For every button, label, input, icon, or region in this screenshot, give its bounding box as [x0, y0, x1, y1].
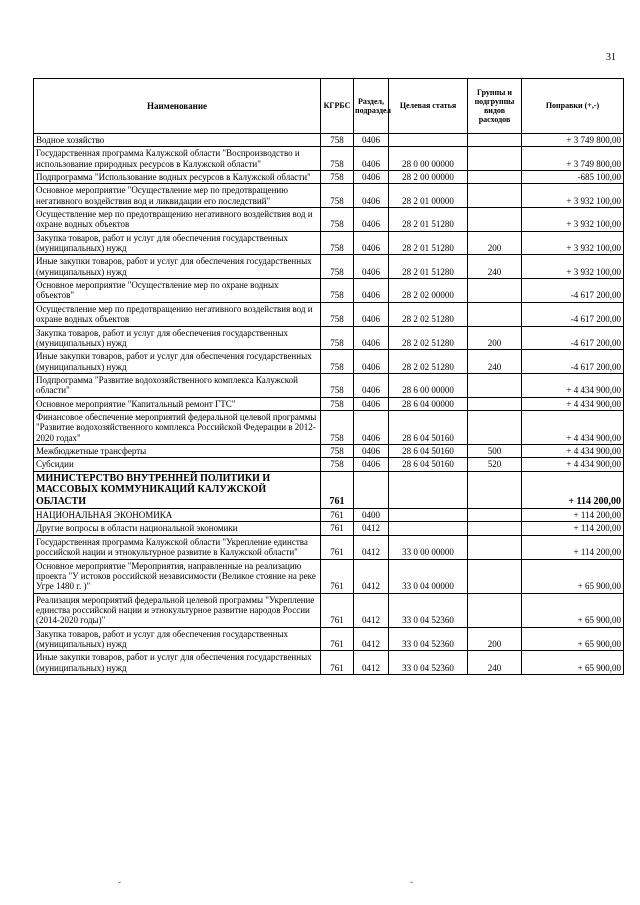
- table-row: [34, 397, 624, 410]
- table-header-row: [34, 79, 624, 134]
- row-sum: -4 617 200,00: [522, 350, 624, 374]
- row-razdel: 0406: [354, 458, 389, 471]
- table-row: [34, 458, 624, 471]
- header-vid: Группы и подгруппы видов расходов: [468, 79, 522, 134]
- scan-mark: ˇ: [118, 880, 121, 890]
- row-vid: [468, 559, 522, 593]
- row-kgrbs: 758: [321, 184, 354, 208]
- row-razdel: 0406: [354, 326, 389, 350]
- row-sum: + 4 434 900,00: [522, 444, 624, 457]
- row-tselevaya: 28 6 04 50160: [389, 410, 468, 444]
- row-name: Субсидии: [34, 458, 321, 471]
- row-tselevaya: 28 2 02 51280: [389, 326, 468, 350]
- row-razdel: 0406: [354, 208, 389, 232]
- row-name: НАЦИОНАЛЬНАЯ ЭКОНОМИКА: [34, 509, 321, 522]
- table-row: [34, 522, 624, 535]
- table-row: [34, 326, 624, 350]
- row-vid: [468, 302, 522, 326]
- row-kgrbs: 758: [321, 134, 354, 147]
- row-sum: + 3 932 100,00: [522, 255, 624, 279]
- row-tselevaya: 28 2 01 51280: [389, 255, 468, 279]
- row-kgrbs: 758: [321, 147, 354, 171]
- row-name: Закупка товаров, работ и услуг для обеспечения государственных (муниципальных) нужд: [34, 231, 321, 255]
- row-kgrbs: 758: [321, 302, 354, 326]
- row-name: Закупка товаров, работ и услуг для обеспечения государственных (муниципальных) нужд: [34, 627, 321, 651]
- row-razdel: 0406: [354, 373, 389, 397]
- row-sum: + 65 900,00: [522, 627, 624, 651]
- row-vid: 240: [468, 350, 522, 374]
- row-sum: + 4 434 900,00: [522, 410, 624, 444]
- row-tselevaya: [389, 509, 468, 522]
- row-kgrbs: 758: [321, 255, 354, 279]
- row-tselevaya: 33 0 04 52360: [389, 593, 468, 627]
- row-vid: 520: [468, 458, 522, 471]
- row-sum: -4 617 200,00: [522, 326, 624, 350]
- row-name: Водное хозяйство: [34, 134, 321, 147]
- table-row: [34, 509, 624, 522]
- row-sum: + 65 900,00: [522, 651, 624, 675]
- row-sum: + 3 749 800,00: [522, 147, 624, 171]
- table-row: [34, 593, 624, 627]
- table-row: [34, 627, 624, 651]
- table-row: [34, 444, 624, 457]
- row-vid: 200: [468, 231, 522, 255]
- row-kgrbs: 758: [321, 171, 354, 184]
- row-sum: + 114 200,00: [522, 522, 624, 535]
- row-kgrbs: 761: [321, 535, 354, 559]
- table-row: [34, 255, 624, 279]
- row-tselevaya: 28 6 00 00000: [389, 373, 468, 397]
- row-name: Подпрограмма "Развитие водохозяйственного комплекса Калужской области": [34, 373, 321, 397]
- row-tselevaya: 28 2 02 51280: [389, 302, 468, 326]
- row-razdel: 0406: [354, 134, 389, 147]
- row-name: Государственная программа Калужской области "Укрепление единства российской нации и этнокультурное развитие в Калужской области": [34, 535, 321, 559]
- table-row: [34, 171, 624, 184]
- row-sum: + 3 932 100,00: [522, 184, 624, 208]
- row-vid: [468, 279, 522, 303]
- table-row: [34, 134, 624, 147]
- table-row: [34, 350, 624, 374]
- row-kgrbs: 761: [321, 471, 354, 509]
- row-razdel: 0412: [354, 522, 389, 535]
- row-kgrbs: 761: [321, 651, 354, 675]
- row-tselevaya: 28 6 04 50160: [389, 458, 468, 471]
- row-sum: + 4 434 900,00: [522, 458, 624, 471]
- row-name: Закупка товаров, работ и услуг для обеспечения государственных (муниципальных) нужд: [34, 326, 321, 350]
- row-tselevaya: [389, 471, 468, 509]
- page-number: 31: [606, 52, 616, 63]
- row-tselevaya: [389, 134, 468, 147]
- row-vid: [468, 410, 522, 444]
- row-razdel: 0406: [354, 147, 389, 171]
- row-name: Осуществление мер по предотвращению негативного воздействия вод и охране водных объектов: [34, 302, 321, 326]
- row-sum: + 4 434 900,00: [522, 373, 624, 397]
- row-vid: 200: [468, 326, 522, 350]
- row-vid: [468, 593, 522, 627]
- row-vid: [468, 171, 522, 184]
- row-kgrbs: 758: [321, 326, 354, 350]
- header-razdel: Раздел, подраздел: [354, 79, 389, 134]
- row-vid: 240: [468, 255, 522, 279]
- row-name: Иные закупки товаров, работ и услуг для обеспечения государственных (муниципальных) нужд: [34, 651, 321, 675]
- table-row: [34, 410, 624, 444]
- table-row: [34, 231, 624, 255]
- row-name: Государственная программа Калужской области "Воспроизводство и использование природных ресурсов в Калужской области": [34, 147, 321, 171]
- row-tselevaya: 28 2 01 51280: [389, 231, 468, 255]
- row-vid: [468, 397, 522, 410]
- row-name: МИНИСТЕРСТВО ВНУТРЕННЕЙ ПОЛИТИКИ И МАССОВЫХ КОММУНИКАЦИЙ КАЛУЖСКОЙ ОБЛАСТИ: [34, 471, 321, 509]
- row-vid: [468, 373, 522, 397]
- row-razdel: 0406: [354, 171, 389, 184]
- row-kgrbs: 758: [321, 444, 354, 457]
- table-row: [34, 535, 624, 559]
- row-name: Основное мероприятие "Капитальный ремонт ГТС": [34, 397, 321, 410]
- row-vid: [468, 535, 522, 559]
- row-name: Осуществление мер по предотвращению негативного воздействия вод и охране водных объектов: [34, 208, 321, 232]
- row-sum: + 3 932 100,00: [522, 208, 624, 232]
- row-tselevaya: 28 6 04 50160: [389, 444, 468, 457]
- row-kgrbs: 758: [321, 208, 354, 232]
- row-razdel: 0406: [354, 397, 389, 410]
- row-name: Основное мероприятие "Осуществление мер по предотвращению негативного воздействия вод и ликвидации его последствий": [34, 184, 321, 208]
- table-row: [34, 559, 624, 593]
- header-tselevaya: Целевая статья: [389, 79, 468, 134]
- header-name: Наименование: [34, 79, 321, 134]
- row-sum: + 114 200,00: [522, 535, 624, 559]
- row-vid: [468, 147, 522, 171]
- row-vid: [468, 471, 522, 509]
- table-row: [34, 279, 624, 303]
- table-row: [34, 651, 624, 675]
- table-row: [34, 471, 624, 509]
- row-vid: 500: [468, 444, 522, 457]
- row-kgrbs: 758: [321, 458, 354, 471]
- row-sum: -685 100,00: [522, 171, 624, 184]
- header-kgrbs: КГРБС: [321, 79, 354, 134]
- row-vid: [468, 522, 522, 535]
- row-sum: + 114 200,00: [522, 471, 624, 509]
- row-tselevaya: 28 6 04 00000: [389, 397, 468, 410]
- row-tselevaya: 33 0 04 00000: [389, 559, 468, 593]
- row-vid: [468, 208, 522, 232]
- row-tselevaya: 28 2 01 00000: [389, 184, 468, 208]
- row-razdel: 0412: [354, 559, 389, 593]
- row-vid: 240: [468, 651, 522, 675]
- row-razdel: 0406: [354, 184, 389, 208]
- row-tselevaya: 33 0 04 52360: [389, 651, 468, 675]
- header-sum: Поправки (+,-): [522, 79, 624, 134]
- row-razdel: 0412: [354, 651, 389, 675]
- table-row: [34, 184, 624, 208]
- row-tselevaya: 28 2 00 00000: [389, 171, 468, 184]
- row-razdel: 0400: [354, 509, 389, 522]
- row-kgrbs: 758: [321, 350, 354, 374]
- row-vid: [468, 184, 522, 208]
- row-tselevaya: 33 0 00 00000: [389, 535, 468, 559]
- row-name: Другие вопросы в области национальной экономики: [34, 522, 321, 535]
- row-tselevaya: 28 0 00 00000: [389, 147, 468, 171]
- row-name: Иные закупки товаров, работ и услуг для обеспечения государственных (муниципальных) нужд: [34, 350, 321, 374]
- row-kgrbs: 758: [321, 410, 354, 444]
- row-kgrbs: 758: [321, 279, 354, 303]
- row-tselevaya: 28 2 01 51280: [389, 208, 468, 232]
- row-sum: -4 617 200,00: [522, 302, 624, 326]
- row-tselevaya: 33 0 04 52360: [389, 627, 468, 651]
- row-razdel: [354, 471, 389, 509]
- row-name: Подпрограмма "Использование водных ресурсов в Калужской области": [34, 171, 321, 184]
- row-vid: [468, 509, 522, 522]
- row-razdel: 0406: [354, 255, 389, 279]
- row-sum: + 3 749 800,00: [522, 134, 624, 147]
- row-kgrbs: 758: [321, 397, 354, 410]
- row-name: Основное мероприятие "Мероприятия, направленные на реализацию проекта "У истоков российской независимости (Великое стояние на реке Угре 1480 г. )": [34, 559, 321, 593]
- row-vid: [468, 134, 522, 147]
- row-razdel: 0406: [354, 279, 389, 303]
- row-vid: 200: [468, 627, 522, 651]
- row-sum: + 4 434 900,00: [522, 397, 624, 410]
- row-name: Иные закупки товаров, работ и услуг для обеспечения государственных (муниципальных) нужд: [34, 255, 321, 279]
- row-kgrbs: 761: [321, 509, 354, 522]
- row-razdel: 0412: [354, 627, 389, 651]
- row-razdel: 0406: [354, 302, 389, 326]
- row-sum: + 65 900,00: [522, 559, 624, 593]
- row-tselevaya: 28 2 02 00000: [389, 279, 468, 303]
- row-sum: + 114 200,00: [522, 509, 624, 522]
- row-tselevaya: 28 2 02 51280: [389, 350, 468, 374]
- table-row: [34, 208, 624, 232]
- row-razdel: 0406: [354, 410, 389, 444]
- row-sum: + 65 900,00: [522, 593, 624, 627]
- row-name: Межбюджетные трансферты: [34, 444, 321, 457]
- row-tselevaya: [389, 522, 468, 535]
- row-razdel: 0412: [354, 593, 389, 627]
- row-name: Финансовое обеспечение мероприятий федеральной целевой программы "Развитие водохозяйственного комплекса Российской Федерации в 2012-2020 годах": [34, 410, 321, 444]
- row-name: Основное мероприятие "Осуществление мер по охране водных объектов": [34, 279, 321, 303]
- row-kgrbs: 761: [321, 559, 354, 593]
- row-kgrbs: 761: [321, 627, 354, 651]
- row-kgrbs: 761: [321, 522, 354, 535]
- row-name: Реализация мероприятий федеральной целевой программы "Укрепление единства российской нации и этнокультурное развитие народов России (2014-2020 годы)": [34, 593, 321, 627]
- scan-mark: ˇ: [410, 880, 413, 890]
- row-sum: + 3 932 100,00: [522, 231, 624, 255]
- row-razdel: 0406: [354, 231, 389, 255]
- table-row: [34, 373, 624, 397]
- row-razdel: 0412: [354, 535, 389, 559]
- row-razdel: 0406: [354, 350, 389, 374]
- row-kgrbs: 758: [321, 373, 354, 397]
- row-razdel: 0406: [354, 444, 389, 457]
- row-sum: -4 617 200,00: [522, 279, 624, 303]
- budget-table: [33, 78, 624, 675]
- table-row: [34, 147, 624, 171]
- row-kgrbs: 758: [321, 231, 354, 255]
- table-row: [34, 302, 624, 326]
- row-kgrbs: 761: [321, 593, 354, 627]
